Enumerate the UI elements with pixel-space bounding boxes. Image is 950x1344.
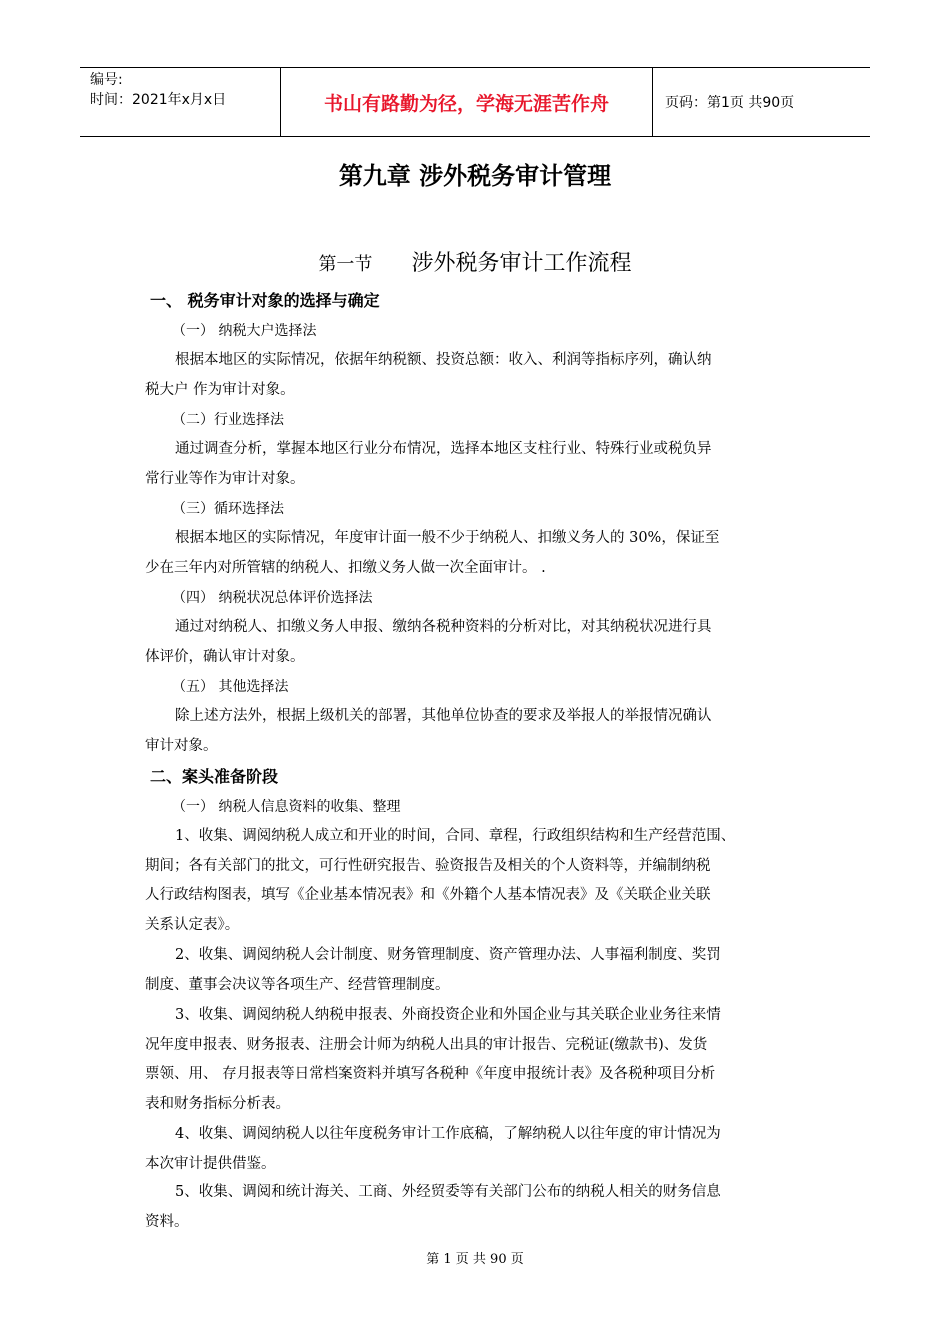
section-title: 涉外税务审计工作流程 (411, 251, 632, 276)
heading-2: 二、案头准备阶段 (150, 767, 279, 786)
paragraph-line: 除上述方法外，根据上级机关的部署，其他单位协查的要求及举报人的举报情况确认 (175, 708, 712, 724)
paragraph-line: 票领、用、 存月报表等日常档案资料并填写各税种《年度申报统计表》及各税种项目分析 (145, 1066, 716, 1083)
subheading-2: （二）行业选择法 (172, 412, 284, 428)
paragraph-4 (145, 613, 845, 672)
paragraph-line: 2、收集、调阅纳税人会计制度、财务管理制度、资产管理办法、人事福利制度、奖罚 (175, 947, 721, 963)
heading-1: 一、 税务审计对象的选择与确定 (150, 291, 380, 310)
header-motto: 书山有路勤为径，学海无涯苦作舟 (280, 68, 653, 136)
paragraph-line: 审计对象。 (145, 737, 218, 754)
paragraph-line: 期间；各有关部门的批文，可行性研究报告、验资报告及相关的个人资料等，并编制纳税 (145, 857, 711, 874)
subheading-3: （三）循环选择法 (172, 501, 284, 517)
paragraph-10 (145, 1178, 845, 1237)
paragraph-line: 税大户 作为审计对象。 (145, 381, 295, 398)
paragraph-line: 况年度申报表、财务报表、注册会计师为纳税人出具的审计报告、完税证(缴款书)、发货 (145, 1036, 708, 1053)
header-time-label: 时间：2021年x月x日 (90, 92, 227, 108)
paragraph-1 (145, 346, 845, 405)
paragraph-9 (145, 1120, 845, 1179)
paragraph-6 (145, 822, 845, 941)
paragraph-line: 资料。 (145, 1213, 189, 1230)
paragraph-5 (145, 702, 845, 761)
paragraph-3 (145, 524, 845, 583)
paragraph-line: 通过调查分析，掌握本地区行业分布情况，选择本地区支柱行业、特殊行业或税负异 (175, 441, 712, 457)
section-number: 第一节 (318, 254, 373, 275)
paragraph-line: 根据本地区的实际情况，年度审计面一般不少于纳税人、扣缴义务人的 30%，保证至 (175, 530, 720, 546)
paragraph-line: 本次审计提供借鉴。 (145, 1155, 276, 1172)
page-header (80, 67, 870, 137)
section-heading (0, 246, 950, 277)
header-meta (80, 68, 280, 136)
subheading-4: （四） 纳税状况总体评价选择法 (172, 590, 373, 606)
paragraph-line: 表和财务指标分析表。 (145, 1096, 290, 1113)
chapter-title: 第九章 涉外税务审计管理 (338, 162, 612, 190)
paragraph-line: 关系认定表》。 (145, 917, 240, 934)
paragraph-line: 5、收集、调阅和统计海关、工商、外经贸委等有关部门公布的纳税人相关的财务信息 (175, 1184, 721, 1200)
paragraph-line: 通过对纳税人、扣缴义务人申报、缴纳各税种资料的分析对比，对其纳税状况进行具 (175, 619, 712, 635)
paragraph-line: 人行政结构图表，填写《企业基本情况表》和《外籍个人基本情况表》及《关联企业关联 (145, 887, 711, 904)
paragraph-line: 少在三年内对所管辖的纳税人、扣缴义务人做一次全面审计。 . (145, 559, 546, 576)
paragraph-line: 根据本地区的实际情况，依据年纳税额、投资总额：收入、利润等指标序列，确认纳 (175, 352, 712, 368)
header-number-label: 编号: (90, 72, 123, 88)
paragraph-8 (145, 1001, 845, 1120)
paragraph-line: 体评价，确认审计对象。 (145, 648, 305, 665)
subheading-1: （一） 纳税大户选择法 (172, 323, 317, 339)
paragraph-line: 制度、董事会决议等各项生产、经营管理制度。 (145, 976, 450, 993)
paragraph-line: 3、收集、调阅纳税人纳税申报表、外商投资企业和外国企业与其关联企业业务往来情 (175, 1007, 721, 1023)
paragraph-7 (145, 941, 845, 1000)
page-footer: 第 1 页 共 90 页 (426, 1252, 524, 1267)
header-page-info: 页码：第1页 共90页 (665, 95, 795, 111)
paragraph-line: 1、收集、调阅纳税人成立和开业的时间，合同、章程，行政组织结构和生产经营范围、 (175, 828, 736, 844)
subheading-5: （五） 其他选择法 (172, 679, 289, 695)
paragraph-line: 常行业等作为审计对象。 (145, 470, 305, 487)
subheading-6: （一） 纳税人信息资料的收集、整理 (172, 799, 401, 815)
paragraph-2 (145, 435, 845, 494)
paragraph-line: 4、收集、调阅纳税人以往年度税务审计工作底稿，了解纳税人以往年度的审计情况为 (175, 1126, 721, 1142)
